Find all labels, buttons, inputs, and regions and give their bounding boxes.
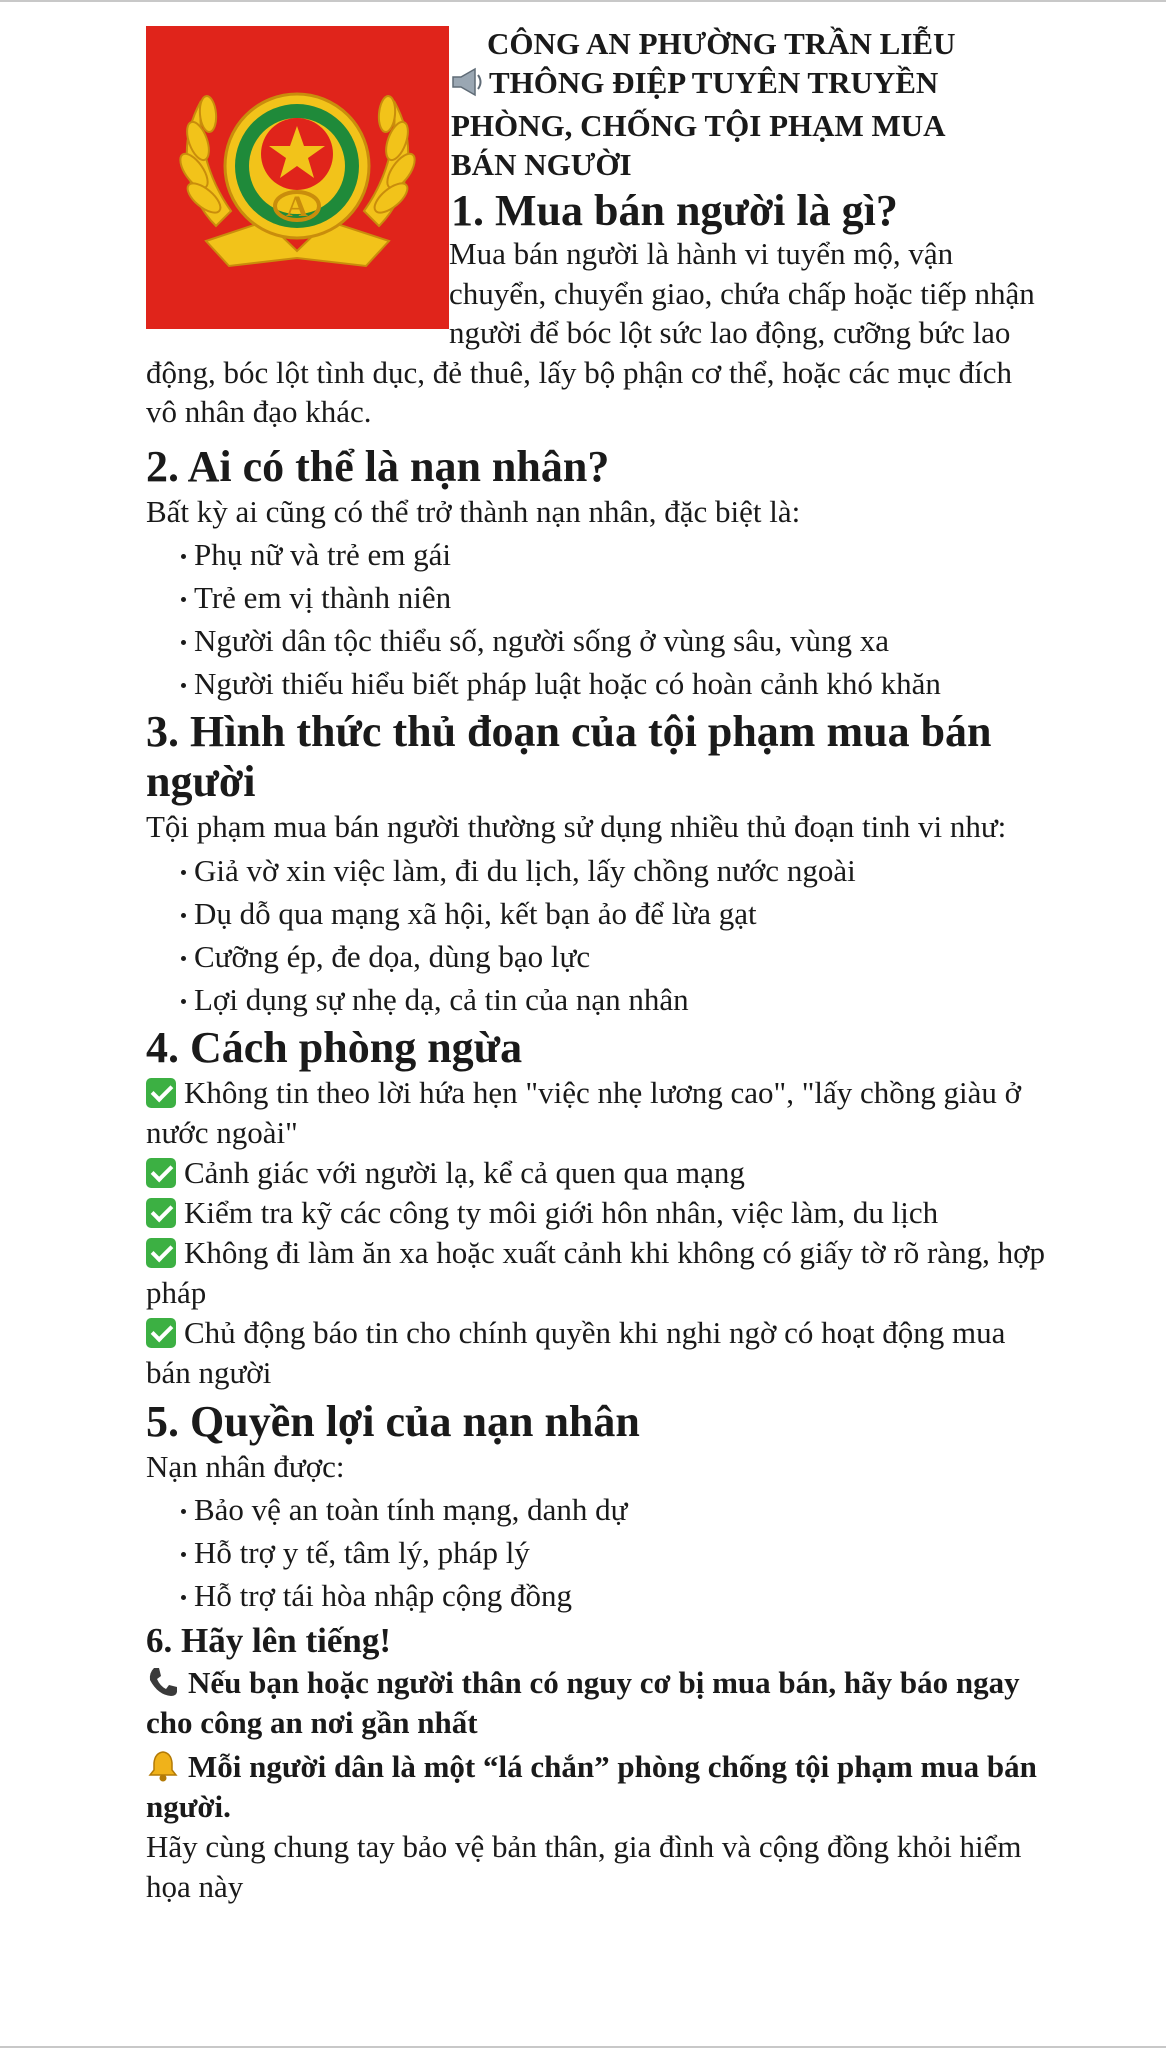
closing-text: Hãy cùng chung tay bảo vệ bản thân, gia đình và cộng đồng khỏi hiểm họa này [146,1829,1022,1904]
bell-icon [146,1749,180,1783]
svg-text:A: A [286,190,308,223]
header-line-3: PHÒNG, CHỐNG TỘI PHẠM MUA [451,108,946,143]
section-6 [146,1619,1046,1906]
section-3-list [146,849,1046,1021]
section-1-body: Mua bán người là hành vi tuyển mộ, vận chuyển, chuyển giao, chứa chấp hoặc tiếp nhận người để bóc lột sức lao động, cưỡng bức lao động, bóc lột tình dục, đẻ thuê, lấy bộ phận cơ thể, hoặc các mục đích vô nhân đạo khác. [146,236,1035,429]
list-item: Giả vờ xin việc làm, đi du lịch, lấy chồng nước ngoài [181,849,1046,892]
check-mark-icon [146,1158,176,1188]
list-item: Cưỡng ép, đe dọa, dùng bạo lực [181,935,1046,978]
prevention-item [146,1153,1046,1193]
check-mark-icon [146,1238,176,1268]
section-2-title: 2. Ai có thể là nạn nhân? [146,441,610,491]
list-item: Phụ nữ và trẻ em gái [181,533,1046,576]
header-line-4: BÁN NGƯỜI [451,147,632,182]
section-5-list [146,1488,1046,1617]
section-3 [146,707,1046,1021]
section-5 [146,1397,1046,1618]
section-4 [146,1023,1046,1393]
check-mark-icon [146,1198,176,1228]
prevention-item-text: Kiểm tra kỹ các công ty môi giới hôn nhân, việc làm, du lịch [184,1194,939,1230]
section-1-title: 1. Mua bán người là gì? [451,186,898,235]
section-5-title: 5. Quyền lợi của nạn nhân [146,1396,640,1446]
phone-icon [146,1665,180,1699]
section-3-title: 3. Hình thức thủ đoạn của tội phạm mua bán người [146,707,992,806]
prevention-item-text: Không tin theo lời hứa hẹn "việc nhẹ lương cao", "lấy chồng giàu ở nước ngoài" [146,1074,1021,1150]
section-3-intro: Tội phạm mua bán người thường sử dụng nhiều thủ đoạn tinh vi như: [146,809,1007,844]
document-content [146,24,1046,1906]
section-2 [146,442,1046,706]
prevention-item [146,1073,1046,1153]
report-line [146,1663,1046,1743]
list-item: Hỗ trợ tái hòa nhập cộng đồng [181,1574,1046,1617]
prevention-item [146,1233,1046,1313]
list-item: Hỗ trợ y tế, tâm lý, pháp lý [181,1531,1046,1574]
prevention-item [146,1313,1046,1393]
list-item: Người dân tộc thiểu số, người sống ở vùng sâu, vùng xa [181,619,1046,662]
police-emblem [146,26,449,329]
shield-line-text: Mỗi người dân là một “lá chắn” phòng chống tội phạm mua bán người. [146,1749,1037,1824]
prevention-item [146,1193,1046,1233]
report-line-text: Nếu bạn hoặc người thân có nguy cơ bị mua bán, hãy báo ngay cho công an nơi gần nhất [146,1665,1020,1740]
header-line-2-text: THÔNG ĐIỆP TUYÊN TRUYỀN [489,65,939,100]
prevention-item-text: Chủ động báo tin cho chính quyền khi nghi ngờ có hoạt động mua bán người [146,1314,1006,1390]
check-mark-icon [146,1078,176,1108]
list-item: Lợi dụng sự nhẹ dạ, cả tin của nạn nhân [181,978,1046,1021]
section-4-title: 4. Cách phòng ngừa [146,1022,523,1072]
section-5-intro: Nạn nhân được: [146,1448,345,1484]
list-item: Người thiếu hiểu biết pháp luật hoặc có hoàn cảnh khó khăn [181,662,1046,705]
list-item: Dụ dỗ qua mạng xã hội, kết bạn ảo để lừa gạt [181,892,1046,935]
police-emblem-icon [146,26,449,329]
section-6-title: 6. Hãy lên tiếng! [146,1621,391,1660]
prevention-item-text: Không đi làm ăn xa hoặc xuất cảnh khi không có giấy tờ rõ ràng, hợp pháp [146,1234,1045,1310]
list-item: Bảo vệ an toàn tính mạng, danh dự [181,1488,1046,1531]
shield-line [146,1747,1046,1827]
check-mark-icon [146,1318,176,1348]
prevention-item-text: Cảnh giác với người lạ, kể cả quen qua mạng [184,1154,745,1190]
section-2-intro: Bất kỳ ai cũng có thể trở thành nạn nhân, đặc biệt là: [146,493,801,529]
list-item: Trẻ em vị thành niên [181,576,1046,619]
header-line-1: CÔNG AN PHƯỜNG TRẦN LIỄU [487,26,956,61]
loudspeaker-icon [451,67,489,106]
section-2-list [146,533,1046,705]
header-line-2 [451,63,1046,106]
